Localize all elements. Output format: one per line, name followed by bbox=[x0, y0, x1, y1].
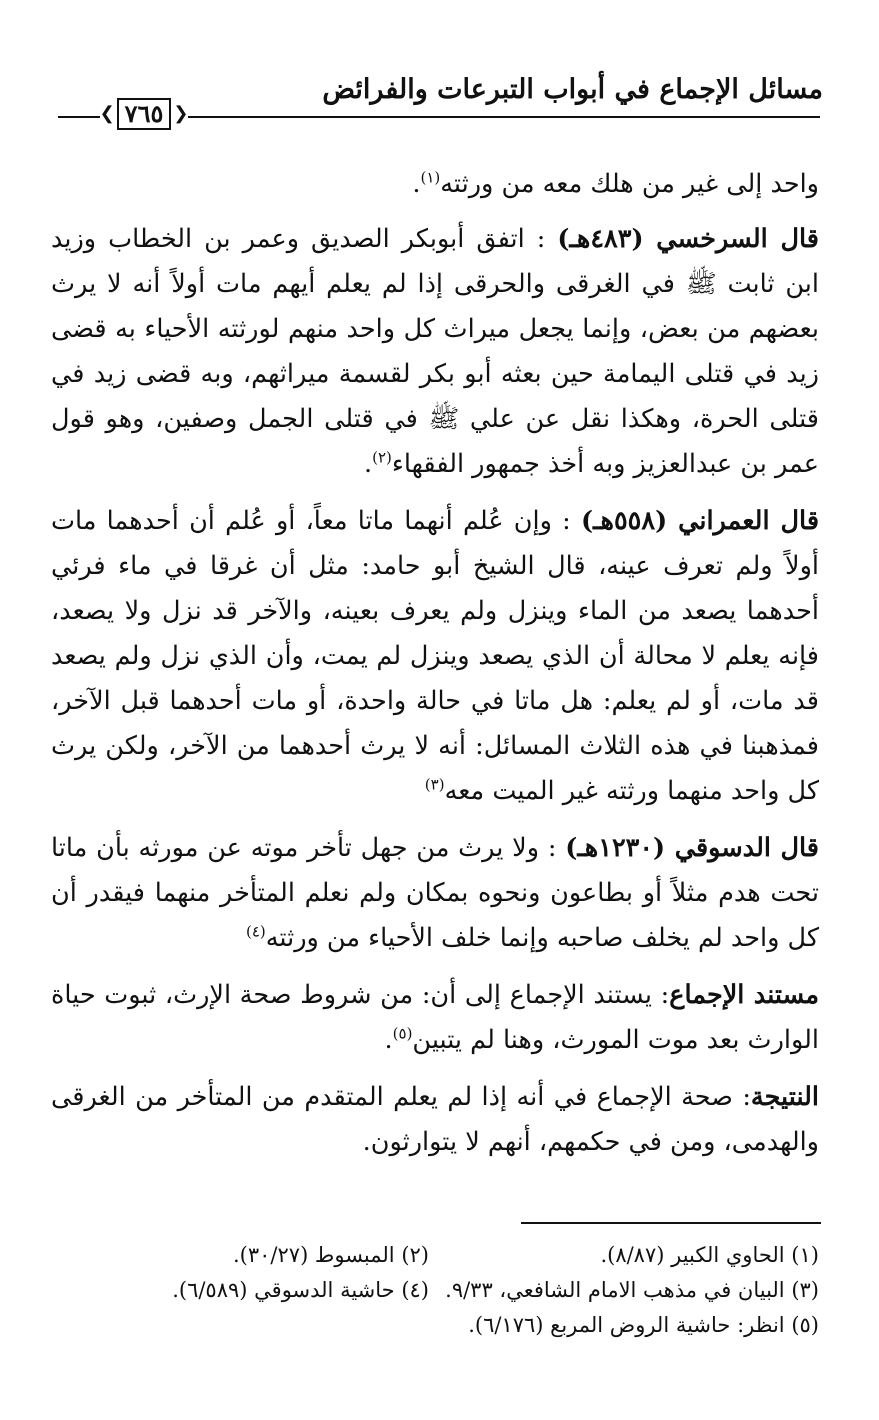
paragraph-text: : وإن عُلم أنهما ماتا معاً، أو عُلم أن أحدهما مات أولاً ولم تعرف عينه، قال الشيخ أبو حامد: مثل أن غرقا في ماء فرئي أحدهما يصعد من الماء وينزل ولم يعرف بعينه، والآخر قد نزل ولا يصعد، فإنه يعلم لا محالة أن الذي يصعد وينزل لم يمت، وأن الذي نزل ولم يصعد قد مات، أو لم يعلم: هل ماتا في حالة واحدة، أو مات أحدهما قبل الآخر، فمذهبنا في هذه الثلاث المسائل: أنه لا يرث أحدهما من الآخر، ولكن يرث كل واحد منهما ورثته غير الميت معه bbox=[51, 506, 819, 806]
footnote-1: (١) الحاوي الكبير (٨/٨٧). bbox=[600, 1243, 819, 1267]
footnote-row bbox=[49, 1238, 819, 1273]
paragraph-text: واحد إلى غير من هلك معه من ورثته bbox=[440, 169, 819, 199]
footnote-4: (٤) حاشية الدسوقي (٦/٥٨٩). bbox=[172, 1278, 429, 1302]
paragraph-text: : يستند الإجماع إلى أن: من شروط صحة الإرث، ثبوت حياة الوارث بعد موت المورث، وهنا لم يتبين bbox=[51, 980, 819, 1055]
paragraph-result bbox=[51, 1075, 819, 1165]
running-header-title: مسائل الإجماع في أبواب التبرعات والفرائض bbox=[322, 74, 823, 105]
footnote-ref: (١) bbox=[420, 168, 441, 187]
paragraph-basis: مستند الإجماع: يستند الإجماع إلى أن: من شروط صحة الإرث، ثبوت حياة الوارث بعد موت المورث، وهنا لم يتبين$^{(٥)}$. bbox=[51, 980, 819, 1055]
page-number: ٧٦٥ bbox=[117, 98, 172, 130]
paragraph-text: : صحة الإجماع في أنه إذا لم يعلم المتقدم من المتأخر من الغرقى والهدمى، ومن في حكمهم، أنهم لا يتوارثون. bbox=[51, 1082, 819, 1157]
paragraph-speaker: مستند الإجماع bbox=[669, 980, 819, 1010]
footnote-rule bbox=[521, 1222, 821, 1224]
footnote-3: (٣) البيان في مذهب الامام الشافعي، ٩/٣٣. bbox=[445, 1278, 819, 1302]
footnotes bbox=[49, 1238, 819, 1343]
ornament-right-icon: ❯ bbox=[173, 103, 189, 124]
footnote-ref: (٣) bbox=[424, 775, 445, 794]
footnote-row bbox=[49, 1273, 819, 1308]
ornament-left-icon: ❮ bbox=[99, 103, 115, 124]
paragraph-text: : اتفق أبوبكر الصديق وعمر بن الخطاب وزيد ابن ثابت ﷺ في الغرقى والحرقى إذا لم يعلم أيهم مات أولاً أنه لا يرث بعضهم من بعض، وإنما يجعل ميراث كل واحد منهم لورثته الأحياء به قضى زيد في قتلى اليمامة حين بعثه أبو بكر لقسمة ميراثهم، وبه قضى زيد في قتلى الحرة، وهكذا نقل عن علي ﷺ في قتلى الجمل وصفين، وهو قول عمر بن عبدالعزيز وبه أخذ جمهور الفقهاء bbox=[51, 224, 819, 479]
paragraph-dasuqi bbox=[51, 826, 819, 961]
paragraph-continuation: واحد إلى غير من هلك معه من ورثته$^{(١)}$. bbox=[412, 168, 819, 199]
paragraph-text: : ولا يرث من جهل تأخر موته عن مورثه بأن ماتا تحت هدم مثلاً أو بطاعون ونحوه بمكان ولم نعلم المتأخر منهما فيقدر أن كل واحد لم يخلف صاحبه وإنما خلف الأحياء من ورثته bbox=[51, 833, 819, 953]
paragraph-speaker: قال العمراني (٥٥٨هـ) bbox=[580, 506, 820, 536]
paragraph-speaker: قال السرخسي (٤٨٣هـ) bbox=[557, 224, 820, 254]
page-number-ornament bbox=[100, 97, 188, 131]
paragraph-speaker: قال الدسوقي (١٢٣٠هـ) bbox=[565, 833, 820, 863]
main-text bbox=[51, 162, 819, 1177]
paragraph-speaker: النتيجة bbox=[750, 1082, 819, 1112]
paragraph-sarakhsi: قال السرخسي (٤٨٣هـ) : اتفق أبوبكر الصديق وعمر بن الخطاب وزيد ابن ثابت ﷺ في الغرقى والحرقى إذا لم يعلم أيهم مات أولاً أنه لا يرث بعضهم من بعض، وإنما يجعل ميراث كل واحد منهم لورثته الأحياء به قضى زيد في قتلى اليمامة حين بعثه أبو بكر لقسمة ميراثهم، وبه قضى زيد في قتلى الحرة، وهكذا نقل عن علي ﷺ في قتلى الجمل وصفين، وهو قول عمر بن عبدالعزيز وبه أخذ جمهور الفقهاء$^{(٢)}$. bbox=[51, 224, 820, 479]
footnote-ref: (٢) bbox=[372, 448, 392, 467]
paragraph-imrani bbox=[51, 499, 819, 814]
footnote-5: (٥) انظر: حاشية الروض المربع (٦/١٧٦). bbox=[468, 1313, 819, 1337]
footnote-ref: (٥) bbox=[392, 1024, 413, 1043]
footnote-ref: (٤) bbox=[245, 922, 266, 941]
footnote-row bbox=[49, 1308, 819, 1343]
footnote-2: (٢) المبسوط (٣٠/٢٧). bbox=[232, 1243, 429, 1267]
